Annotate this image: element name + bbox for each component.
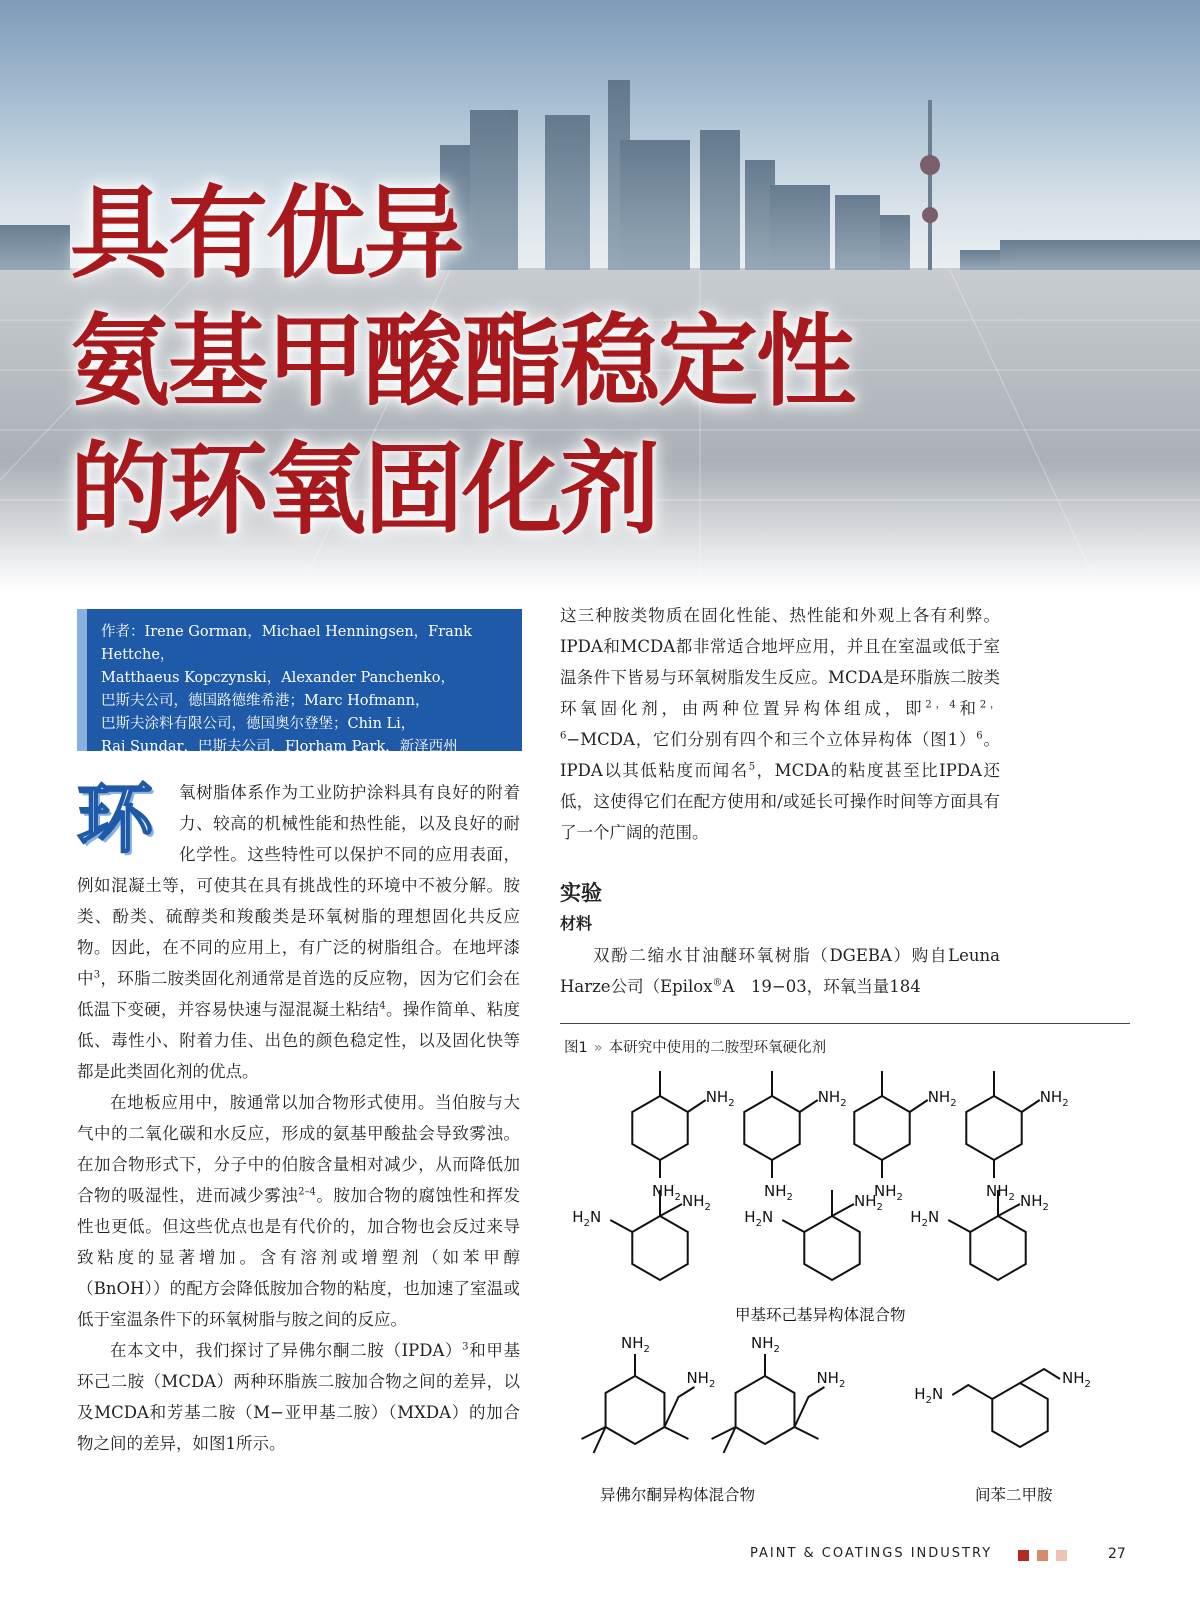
- ipda-caption: 异佛尔酮异构体混合物: [600, 1486, 756, 1504]
- amine-label: $NH_2$: [652, 1182, 681, 1203]
- amine-label: $NH_2$: [854, 1192, 883, 1213]
- bond: [660, 1204, 682, 1216]
- author-line: 巴斯夫公司，德国路德维希港；Marc Hofmann，: [101, 693, 430, 709]
- title-line-1: 具有优异: [70, 175, 462, 292]
- amine-label: $NH_2$: [751, 1334, 780, 1355]
- bond: [606, 1376, 665, 1444]
- amine-label: $NH_2$: [764, 1182, 793, 1203]
- subsection-heading: 材料: [560, 914, 593, 933]
- intro-paragraph: 环 氧树脂体系作为工业防护涂料具有良好的附着力、较高的机械性能和热性能，以及良好的耐化学性。这些特性可以保护不同的应用表面，例如混凝土等，可使其在具有挑战性的环境中不被分解。胺类、酚类、硫醇类和羧酸类是环氧树脂的理想固化共反应物。因此，在不同的应用上，有广泛的树脂组合。在地坪漆中$^3$，环脂二胺类固化剂通常是首选的反应物，因为它们会在低温下变硬，并容易快速与湿混凝土粘结$^4$。操作简单、粘度低、毒性小、附着力佳、出色的颜色稳定性，以及固化快等都是此类固化剂的优点。: [77, 774, 521, 1081]
- amine-label: $NH_2$: [874, 1182, 903, 1203]
- bond: [632, 1216, 687, 1280]
- chemical-structures: [560, 1060, 1140, 1510]
- amine-label: $NH_2$: [705, 1088, 735, 1109]
- author-line: 巴斯夫涂料有限公司，德国奥尔登堡；Chin Li，: [101, 716, 416, 732]
- bond: [744, 1096, 799, 1160]
- figure-caption: [564, 1036, 826, 1057]
- bond: [1022, 1100, 1040, 1112]
- caption-separator-icon: »: [593, 1040, 603, 1056]
- section-heading: 实验: [560, 881, 602, 905]
- amine-label: $NH_2$: [1020, 1192, 1049, 1213]
- page-number: 27: [1108, 1546, 1126, 1562]
- amine-label: $NH_2$: [682, 1192, 711, 1213]
- bond: [854, 1096, 909, 1160]
- article-title: [70, 170, 854, 554]
- footer-square: [1018, 1550, 1029, 1561]
- figure-divider: [560, 1023, 1130, 1024]
- bond: [998, 1204, 1020, 1216]
- figure-label: 图1: [564, 1040, 588, 1056]
- bond: [794, 1427, 818, 1439]
- mcda-caption: 甲基环己基异构体混合物: [735, 1306, 906, 1324]
- author-box: [77, 609, 522, 755]
- bond: [910, 1100, 928, 1112]
- body-paragraph: 在本文中，我们探讨了异佛尔酮二胺（IPDA）$^3$和甲基环己二胺（MCDA）两种环脂族二胺加合物之间的差异，以及MCDA和芳基二胺（M−亚甲基二胺）（MXDA）的加合物之间的差异，如图1所示。: [77, 1341, 521, 1453]
- amine-label: $NH_2$: [621, 1334, 650, 1355]
- amine-label: $H_2N$: [910, 1208, 940, 1229]
- amine-label: $NH_2$: [927, 1088, 957, 1109]
- body-paragraph: 在地板应用中，胺通常以加合物形式使用。当伯胺与大气中的二氧化碳和水反应，形成的氨基甲酸盐会导致雾浊。在加合物形式下，分子中的伯胺含量相对减少，从而降低加合物的吸湿性，进而减少雾浊$^{2-4}$。胺加合物的腐蚀性和挥发性也更低。但这些优点也是有代价的，加合物也会反过来导致粘度的显著增加。含有溶剂或增塑剂（如苯甲醇（BnOH））的配方会降低胺加合物的粘度，也加速了室温或低于室温条件下的环氧树脂与胺之间的反应。: [77, 1093, 521, 1329]
- bond: [736, 1376, 795, 1444]
- bond: [800, 1100, 818, 1112]
- bond: [688, 1100, 706, 1112]
- drop-cap: 环: [77, 774, 153, 863]
- bond: [794, 1387, 824, 1427]
- bond: [952, 1385, 992, 1399]
- bond: [632, 1096, 687, 1160]
- mxda-caption: 间苯二甲胺: [975, 1486, 1053, 1504]
- bond: [664, 1387, 694, 1427]
- hero-cityscape-image: [0, 0, 1200, 590]
- bond: [970, 1216, 1025, 1280]
- title-line-3: 的环氧固化剂: [70, 431, 658, 548]
- bond: [832, 1204, 854, 1216]
- title-line-2: 氨基甲酸酯稳定性: [70, 303, 854, 420]
- bond: [664, 1427, 688, 1439]
- bond: [610, 1220, 632, 1232]
- amine-label: $NH_2$: [686, 1369, 716, 1390]
- amine-label: $H_2N$: [572, 1208, 602, 1229]
- bond: [782, 1220, 804, 1232]
- footer-square: [1056, 1550, 1067, 1561]
- amine-label: $H_2N$: [914, 1385, 944, 1406]
- amine-label: $NH_2$: [1039, 1088, 1069, 1109]
- materials-paragraph: 双酚二缩水甘油醚环氧树脂（DGEBA）购自Leuna Harze公司（Epilox®A 19−03，环氧当量184: [560, 946, 1017, 996]
- journal-name: PAINT & COATINGS INDUSTRY: [750, 1546, 993, 1561]
- bond: [992, 1383, 1047, 1447]
- amine-label: $NH_2$: [1062, 1369, 1091, 1390]
- author-line: Matthaeus Kopczynski，Alexander Panchenko，: [101, 670, 455, 686]
- bond: [804, 1216, 859, 1280]
- amine-label: $NH_2$: [817, 1088, 847, 1109]
- amine-label: $NH_2$: [986, 1182, 1015, 1203]
- right-column: [560, 600, 1000, 848]
- body-paragraph: 这三种胺类物质在固化性能、热性能和外观上各有利弊。IPDA和MCDA都非常适合地坪应用，并且在室温或低于室温条件下皆易与环氧树脂发生反应。MCDA是环脂族二胺类环氧固化剂，由两种位置异构体组成，即$^{2,4}$和$^{2,6}$−MCDA，它们分别有四个和三个立体异构体（图1）$^6$。IPDA以其低粘度而闻名$^5$，MCDA的粘度甚至比IPDA还低，这使得它们在配方使用和/或延长可操作时间等方面具有了一个广阔的范围。: [560, 606, 1001, 842]
- amine-label: $H_2N$: [744, 1208, 774, 1229]
- left-column: [77, 774, 521, 1459]
- bond: [966, 1096, 1021, 1160]
- author-line: Raj Sundar，巴斯夫公司，Florham Park，新泽西州: [101, 739, 458, 755]
- amine-label: $NH_2$: [816, 1369, 846, 1390]
- footer-square: [1037, 1550, 1048, 1561]
- bond: [948, 1220, 970, 1232]
- bond: [1020, 1369, 1060, 1383]
- author-line: 作者：Irene Gorman，Michael Henningsen，Frank Hettche，: [101, 624, 472, 663]
- figure-caption-text: 本研究中使用的二胺型环氧硬化剂: [608, 1040, 827, 1056]
